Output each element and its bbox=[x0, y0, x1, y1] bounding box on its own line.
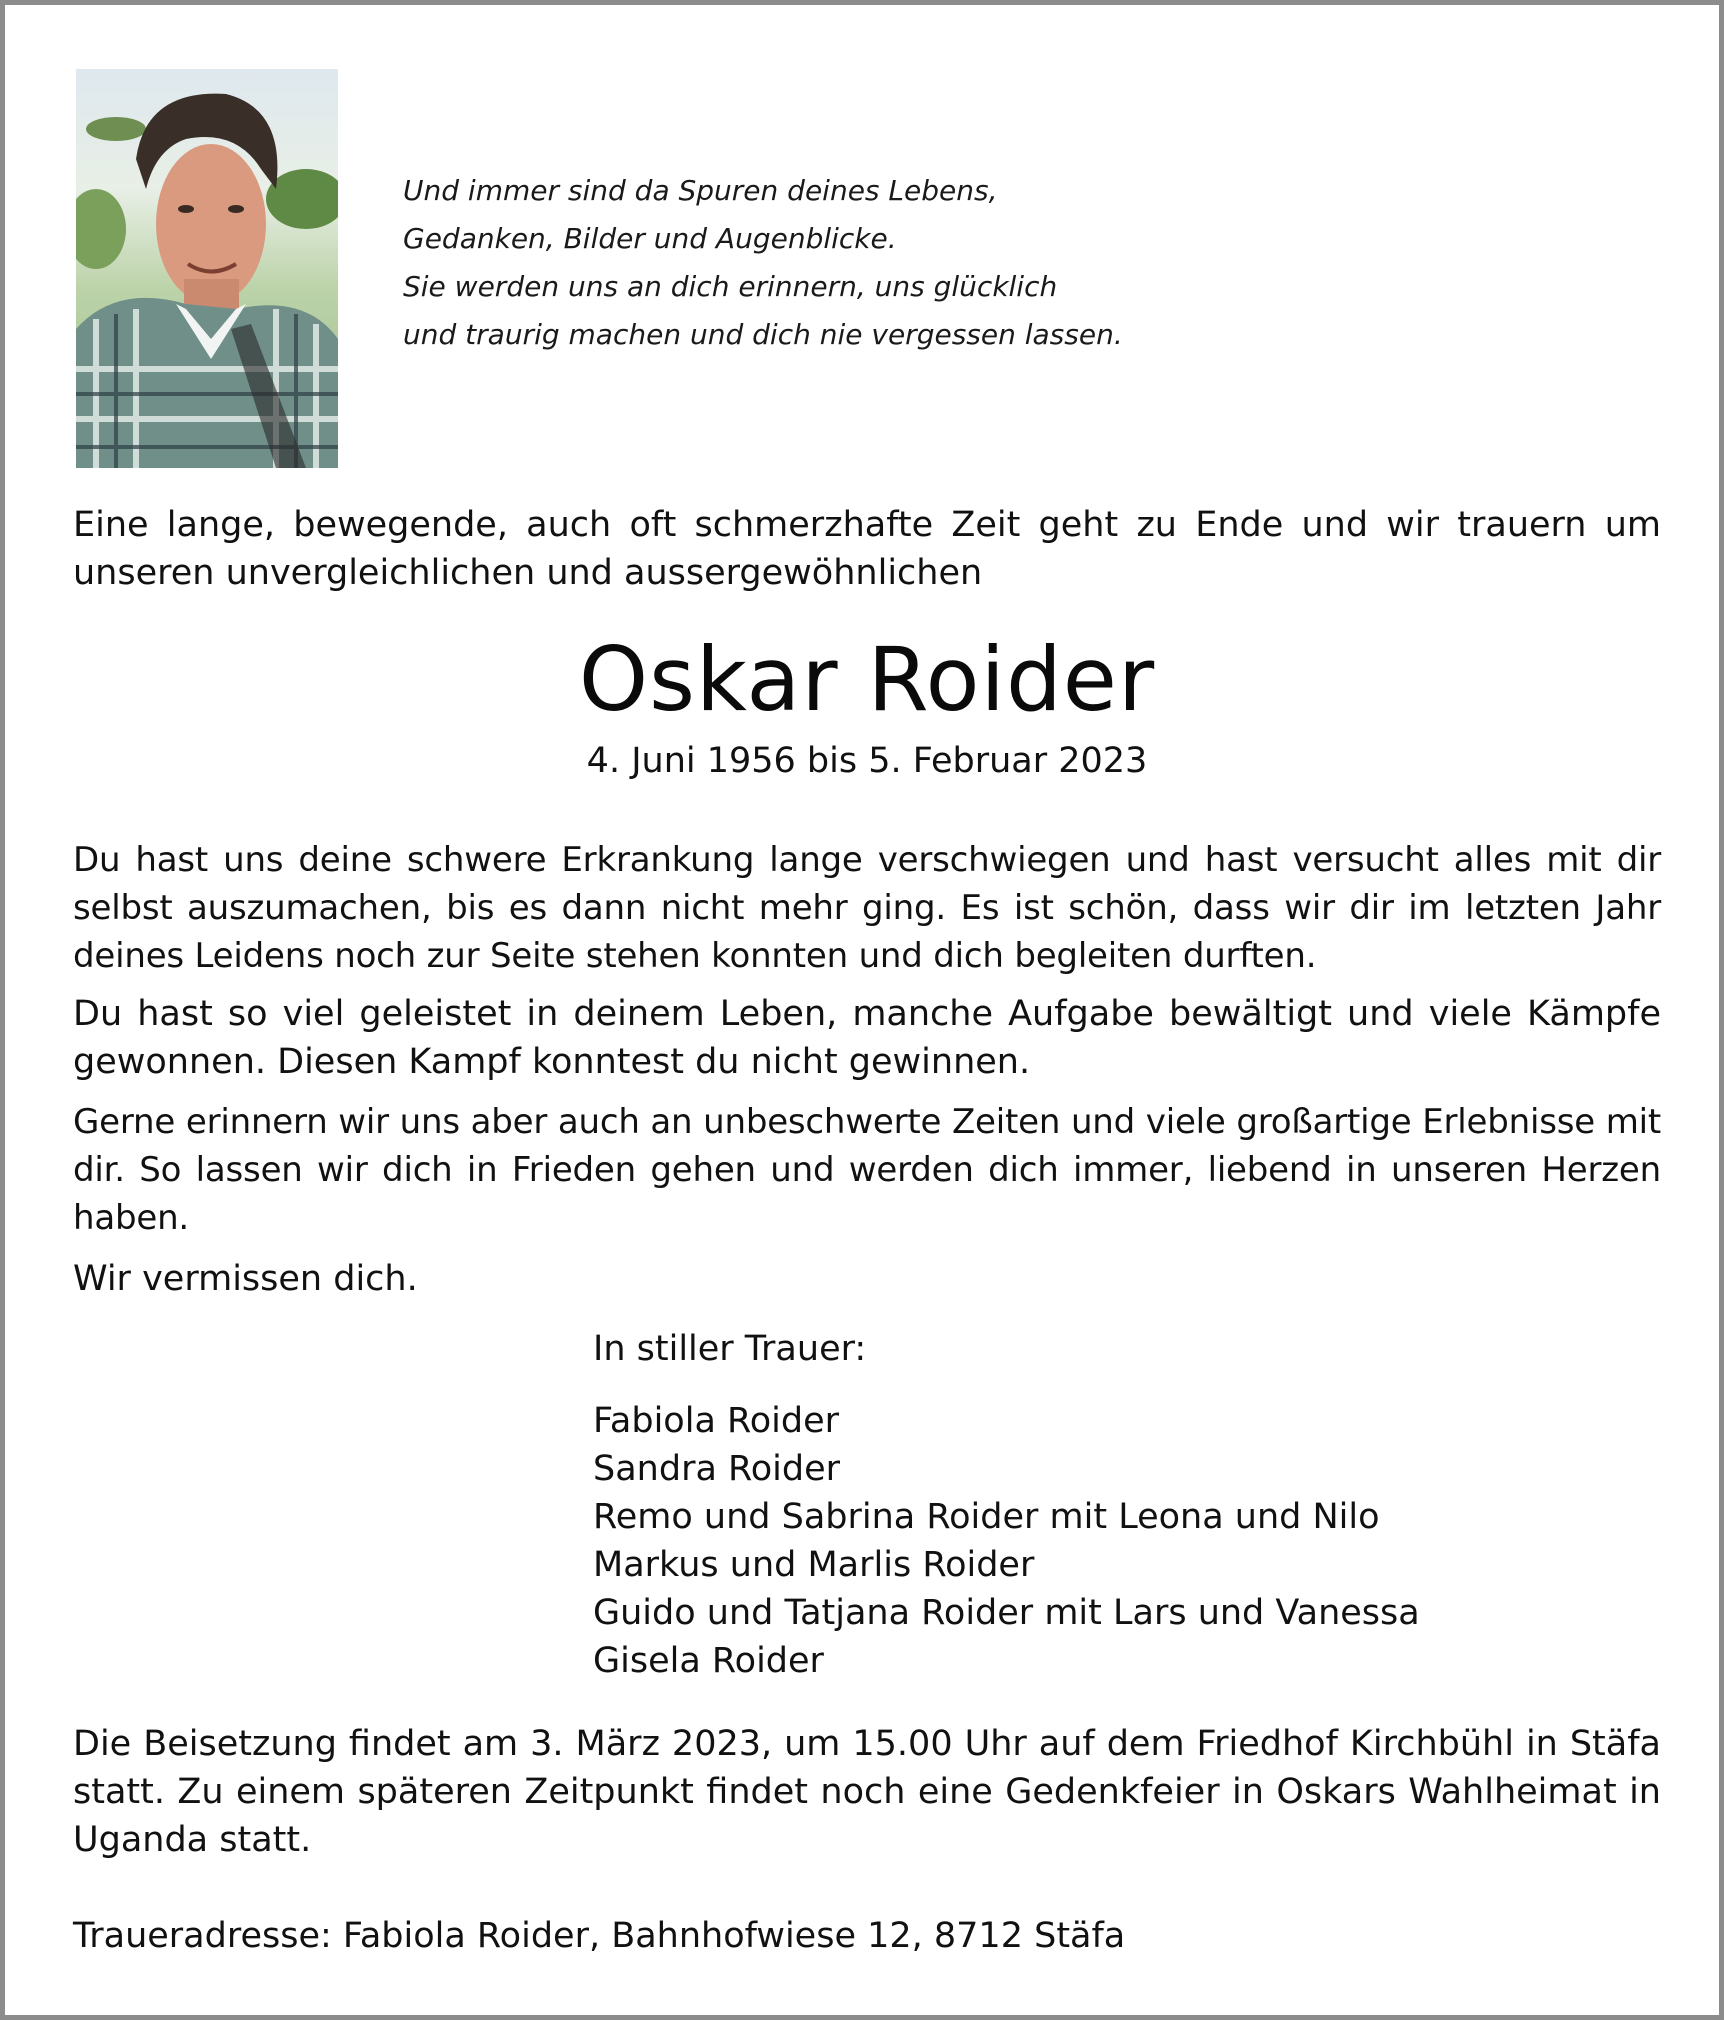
message-paragraph-4: Wir vermissen dich. bbox=[73, 1259, 418, 1299]
funeral-info: Die Beisetzung findet am 3. März 2023, um 15.00 Uhr auf dem Friedhof Kirchbühl in Stäfa statt. Zu einem späteren Zeitpunkt findet noch eine Gedenkfeier in Oskars Wahlheimat in Uganda statt. bbox=[73, 1724, 1661, 1860]
poem-line: und traurig machen und dich nie vergessen lassen. bbox=[403, 318, 1123, 351]
mourner-name: Fabiola Roider bbox=[593, 1401, 840, 1441]
intro-line: Eine lange, bewegende, auch oft schmerzhafte Zeit geht zu Ende und wir trauern um bbox=[73, 505, 1661, 545]
portrait-illustration bbox=[76, 69, 338, 468]
poem-line: Und immer sind da Spuren deines Lebens, bbox=[403, 174, 998, 207]
mourner-name: Guido und Tatjana Roider mit Lars und Vanessa bbox=[593, 1593, 1420, 1633]
message-paragraph-2: Du hast so viel geleistet in deinem Leben, manche Aufgabe bewältigt und viele Kämpfe gewonnen. Diesen Kampf konntest du nicht gewinnen. bbox=[73, 994, 1661, 1082]
intro-line: unseren unvergleichlichen und aussergewöhnlichen bbox=[73, 553, 983, 593]
intro-text bbox=[73, 501, 1661, 597]
message-paragraph-1: Du hast uns deine schwere Erkrankung lange verschwiegen und hast versucht alles mit dir selbst auszumachen, bis es dann nicht mehr ging. Es ist schön, dass wir dir im letzten Jahr deines Leidens noch zur Seite stehen konnten und dich begleiten durften. bbox=[73, 840, 1661, 976]
deceased-name: Oskar Roider bbox=[578, 628, 1156, 731]
mourner-name: Markus und Marlis Roider bbox=[593, 1545, 1035, 1585]
memorial-poem bbox=[403, 167, 1183, 359]
mourners-label: In stiller Trauer: bbox=[593, 1329, 867, 1369]
mourners-block bbox=[593, 1325, 1420, 1685]
poem-line: Gedanken, Bilder und Augenblicke. bbox=[403, 222, 897, 255]
mourning-address: Traueradresse: Fabiola Roider, Bahnhofwiese 12, 8712 Stäfa bbox=[73, 1916, 1126, 1956]
message-paragraph-3: Gerne erinnern wir uns aber auch an unbeschwerte Zeiten und viele großartige Erlebnisse mit dir. So lassen wir dich in Frieden gehen und werden dich immer, liebend in unseren Herzen haben. bbox=[73, 1102, 1661, 1238]
mourner-name: Remo und Sabrina Roider mit Leona und Nilo bbox=[593, 1497, 1380, 1537]
life-dates: 4. Juni 1956 bis 5. Februar 2023 bbox=[586, 741, 1148, 781]
mourner-name: Sandra Roider bbox=[593, 1449, 841, 1489]
mourner-name: Gisela Roider bbox=[593, 1641, 824, 1681]
poem-line: Sie werden uns an dich erinnern, uns glücklich bbox=[403, 270, 1058, 303]
portrait-photo bbox=[76, 69, 338, 468]
